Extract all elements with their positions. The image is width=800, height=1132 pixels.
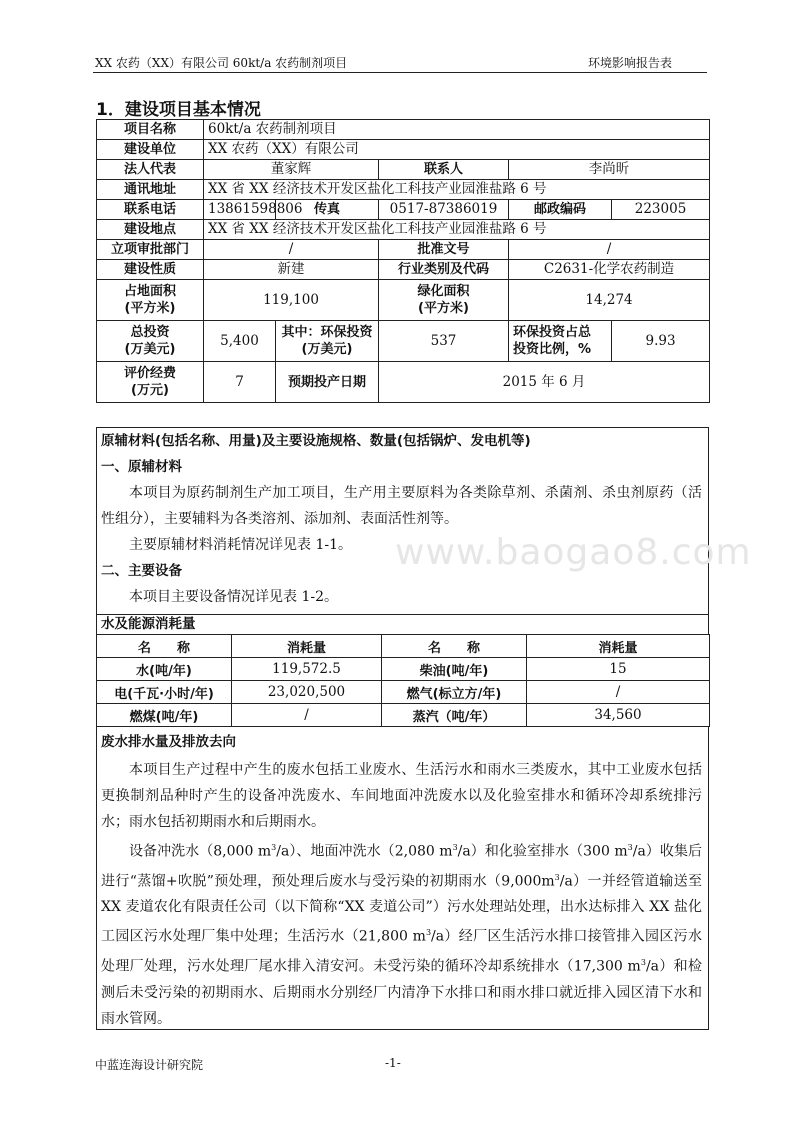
coal-value: / — [232, 704, 382, 727]
steam-name: 蒸汽（吨/年） — [382, 704, 527, 727]
value-fax: 0517-87386019 — [379, 200, 509, 220]
value-area: 119,100 — [204, 280, 379, 321]
label-eval-fee-name: 评价经费 — [123, 366, 176, 381]
table-row — [97, 704, 710, 727]
label-contact: 联系人 — [379, 160, 509, 180]
table-row — [97, 321, 710, 362]
water-name: 水(吨/年) — [97, 658, 232, 681]
label-env-ratio-line1: 环保投资占总 — [513, 325, 592, 340]
materials-section — [96, 427, 709, 615]
value-address: XX 省 XX 经济技术开发区盐化工科技产业园淮盐路 6 号 — [204, 180, 710, 200]
label-industry: 行业类别及代码 — [379, 260, 509, 280]
wastewater-p2-part-e: /a）一并经管道输送至 XX 麦道农化有限责任公司（以下简称“XX 麦道公司”）污水处理站处理，出水达标排入 XX 盐化工园区污水处理厂集中处理；生活污水（21,800 m — [101, 873, 702, 945]
diesel-name: 柴油(吨/年) — [382, 658, 527, 681]
label-build-unit: 建设单位 — [97, 140, 204, 160]
value-env-ratio: 9.93 — [612, 321, 710, 362]
label-env-invest — [276, 321, 379, 362]
label-area — [97, 280, 204, 321]
label-legal-rep: 法人代表 — [97, 160, 204, 180]
label-area-name: 占地面积 — [123, 284, 176, 299]
superscript: 3 — [425, 928, 432, 938]
label-green — [379, 280, 509, 321]
label-env-ratio-line2: 投资比例，% — [513, 342, 592, 357]
label-area-unit: (平方米) — [124, 301, 176, 316]
col-amount-1: 消耗量 — [232, 635, 382, 658]
materials-sub1: 一、原辅材料 — [101, 459, 182, 475]
superscript: 3 — [627, 843, 633, 852]
table-row — [97, 180, 710, 200]
wastewater-p2-part-c: /a）和化验室排水（300 m — [457, 843, 628, 860]
label-project-name: 项目名称 — [97, 120, 204, 140]
steam-value: 34,560 — [527, 704, 710, 727]
label-postcode: 邮政编码 — [509, 200, 612, 220]
wastewater-p2-part-f: /a）经厂区生活污水排口接管排入园区污水处理厂处理，污水处理厂尾水排入清安河。未受污染的循环冷却系统排水（17,300 m — [101, 928, 702, 975]
materials-heading: 原辅材料(包括名称、用量)及主要设施规格、数量(包括锅炉、发电机等) — [101, 433, 531, 449]
superscript: 3 — [554, 872, 560, 882]
footer-left: 中蓝连海设计研究院 — [95, 1058, 204, 1072]
value-eval-fee: 7 — [204, 362, 276, 403]
wastewater-p2-part-g: /a）和检测后未受污染的初期雨水、后期雨水分别经厂内清净下水排口和雨水排口就近排入园区清下水和雨水管网。 — [101, 958, 702, 1027]
gas-value: / — [527, 681, 710, 704]
value-approval-dept: / — [204, 240, 379, 260]
table-row — [97, 260, 710, 280]
superscript: 3 — [271, 843, 277, 852]
table-row — [97, 681, 710, 704]
gas-name: 燃气(标立方/年) — [382, 681, 527, 704]
value-legal-rep: 董家辉 — [204, 160, 379, 180]
value-env-invest: 537 — [379, 321, 509, 362]
electricity-value: 23,020,500 — [232, 681, 382, 704]
value-project-name: 60kt/a 农药制剂项目 — [204, 120, 710, 140]
wastewater-p2-part-d: /a）收集后进行“蒸馏+吹脱”预处理，预处理后废水与受污染的初期雨水（9,000m — [101, 843, 702, 890]
header-rule — [93, 72, 707, 73]
label-invest — [97, 321, 204, 362]
section-title: 1．建设项目基本情况 — [96, 100, 261, 120]
materials-paragraph-2: 主要原辅材料消耗情况详见表 1-1。 — [129, 537, 352, 553]
wastewater-section — [96, 726, 709, 1030]
value-prod-date: 2015 年 6 月 — [379, 362, 710, 403]
table-row — [97, 140, 710, 160]
label-approval-no: 批准文号 — [379, 240, 509, 260]
wastewater-paragraph-1: 本项目生产过程中产生的废水包括工业废水、生活污水和雨水三类废水，其中工业废水包括更换制剂品种时产生的设备冲洗废水、车间地面冲洗废水以及化验室排水和循环冷却系统排污水；雨水包括初期雨水和后期雨水。 — [101, 762, 702, 830]
water-heading: 水及能源消耗量 — [101, 616, 196, 632]
label-invest-name: 总投资 — [130, 325, 170, 340]
value-industry: C2631-化学农药制造 — [509, 260, 710, 280]
coal-name: 燃煤(吨/年) — [97, 704, 232, 727]
table-row — [97, 200, 710, 220]
table-row — [97, 220, 710, 240]
materials-paragraph-1: 本项目为原药制剂生产加工项目，生产用主要原料为各类除草剂、杀菌剂、杀虫剂原药（活性组分），主要辅料为各类溶剂、添加剂、表面活性剂等。 — [101, 485, 702, 527]
superscript: 3 — [452, 843, 458, 852]
water-heading-box — [96, 614, 709, 635]
header-left: XX 农药（XX）有限公司 60kt/a 农药制剂项目 — [95, 56, 348, 70]
table-header-row — [97, 635, 710, 658]
label-env-invest-unit: (万美元) — [301, 342, 353, 357]
header-right: 环境影响报告表 — [588, 56, 673, 70]
label-green-name: 绿化面积 — [417, 284, 470, 299]
label-site: 建设地点 — [97, 220, 204, 240]
value-approval-no: / — [509, 240, 710, 260]
wastewater-p2-part-b: /a）、地面冲洗水（2,080 m — [276, 843, 453, 860]
label-invest-unit: (万美元) — [124, 342, 176, 357]
electricity-name: 电(千瓦·小时/年) — [97, 681, 232, 704]
basic-info-table — [96, 119, 710, 403]
col-amount-2: 消耗量 — [527, 635, 710, 658]
water-energy-table — [96, 634, 710, 727]
label-phone: 联系电话 — [97, 200, 204, 220]
col-name-1: 名 称 — [97, 635, 232, 658]
label-eval-fee-unit: (万元) — [131, 383, 169, 398]
footer-page-number: -1- — [385, 1056, 401, 1070]
label-approval-dept: 立项审批部门 — [97, 240, 204, 260]
value-invest: 5,400 — [204, 321, 276, 362]
materials-sub2: 二、主要设备 — [101, 563, 182, 579]
table-row — [97, 280, 710, 321]
value-site: XX 省 XX 经济技术开发区盐化工科技产业园淮盐路 6 号 — [204, 220, 710, 240]
value-phone: 13861598806 — [204, 200, 276, 220]
table-row — [97, 160, 710, 180]
label-fax: 传真 — [276, 200, 379, 220]
table-row — [97, 120, 710, 140]
superscript: 3 — [640, 957, 646, 967]
label-eval-fee — [97, 362, 204, 403]
value-nature: 新建 — [204, 260, 379, 280]
label-env-invest-name: 其中：环保投资 — [281, 325, 373, 340]
label-nature: 建设性质 — [97, 260, 204, 280]
table-row — [97, 240, 710, 260]
table-row — [97, 362, 710, 403]
col-name-2: 名 称 — [382, 635, 527, 658]
wastewater-heading: 废水排水量及排放去向 — [101, 734, 236, 750]
watermark: www.baogao8.com — [395, 532, 752, 573]
diesel-value: 15 — [527, 658, 710, 681]
materials-paragraph-3: 本项目主要设备情况详见表 1-2。 — [129, 589, 338, 605]
value-postcode: 223005 — [612, 200, 710, 220]
label-green-unit: (平方米) — [418, 301, 469, 316]
value-build-unit: XX 农药（XX）有限公司 — [204, 140, 710, 160]
label-env-ratio — [509, 321, 612, 362]
value-contact: 李尚昕 — [509, 160, 710, 180]
wastewater-p2-part-a: 设备冲洗水（8,000 m — [129, 843, 272, 860]
wastewater-paragraph-2 — [97, 835, 708, 1032]
label-prod-date: 预期投产日期 — [276, 362, 379, 403]
table-row — [97, 658, 710, 681]
value-green: 14,274 — [509, 280, 710, 321]
label-address: 通讯地址 — [97, 180, 204, 200]
water-value: 119,572.5 — [232, 658, 382, 681]
